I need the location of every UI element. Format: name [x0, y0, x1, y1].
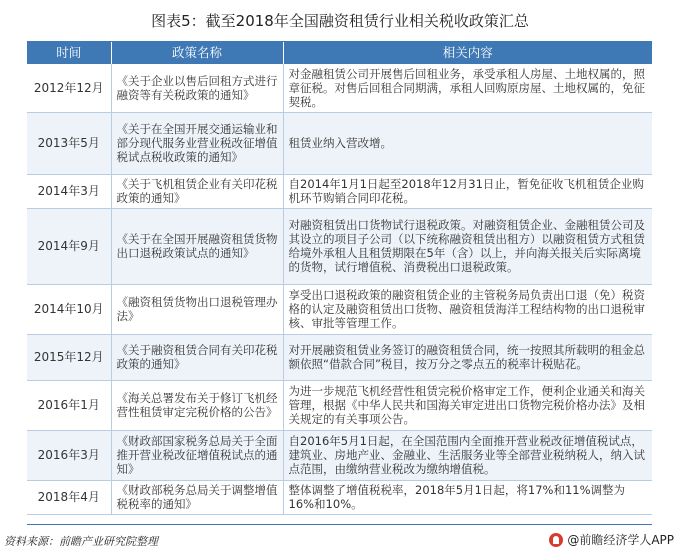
brand-credit [549, 531, 674, 548]
row-time: 2014年9月 [27, 208, 111, 284]
row-policy-name: 《融资租赁货物出口退税管理办法》 [111, 284, 283, 334]
table-row [27, 174, 652, 208]
row-time: 2015年12月 [27, 334, 111, 380]
row-time: 2014年3月 [27, 174, 111, 208]
row-policy-name: 《关于在全国开展交通运输业和部分现代服务业营业税改征增值税试点税收政策的通知》 [111, 112, 283, 174]
row-time: 2014年10月 [27, 284, 111, 334]
header-content: 相关内容 [283, 42, 652, 64]
row-time: 2012年12月 [27, 64, 111, 112]
row-content: 对开展融资租赁业务签订的融资租赁合同，统一按照其所载明的租金总额依照“借款合同”税目，按万分之零点五的税率计税贴花。 [283, 334, 652, 380]
policy-table [27, 42, 652, 515]
row-policy-name: 《关于企业以售后回租方式进行融资等有关税政策的通知》 [111, 64, 283, 112]
row-content: 享受出口退税政策的融资租赁企业的主管税务局负责出口退（免）税资格的认定及融资租赁出口货物、融资租赁海洋工程结构物的出口退税审核、审批等管理工作。 [283, 284, 652, 334]
table-row [27, 208, 652, 284]
page-title: 图表5：截至2018年全国融资租赁行业相关税收政策汇总 [151, 12, 529, 30]
row-time: 2016年1月 [27, 380, 111, 430]
table-row [27, 380, 652, 430]
row-policy-name: 《财政部国家税务总局关于全面推开营业税改征增值税试点的通知》 [111, 430, 283, 480]
table-header-row [27, 42, 652, 64]
brand-label: @前瞻经济学人APP [567, 533, 674, 547]
table-row [27, 430, 652, 480]
row-policy-name: 《关于融资租赁合同有关印花税政策的通知》 [111, 334, 283, 380]
brand-logo-icon [549, 533, 563, 547]
table-row [27, 480, 652, 514]
row-content: 对金融租赁公司开展售后回租业务，承受承租人房屋、土地权属的，照章征税。对售后回租合同期满，承租人回购原房屋、土地权属的，免征契税。 [283, 64, 652, 112]
row-content: 自2014年1月1日起至2018年12月31日止，暂免征收飞机租赁企业购机环节购销合同印花税。 [283, 174, 652, 208]
row-content: 为进一步规范飞机经营性租赁完税价格审定工作，便利企业通关和海关管理，根据《中华人民共和国海关审定进出口货物完税价格办法》及相关规定的有关事项公告。 [283, 380, 652, 430]
table-row [27, 64, 652, 112]
table-row [27, 334, 652, 380]
header-time: 时间 [27, 42, 111, 64]
source-note: 资料来源：前瞻产业研究院整理 [4, 535, 158, 548]
table-row [27, 112, 652, 174]
row-policy-name: 《关于在全国开展融资租赁货物出口退税政策试点的通知》 [111, 208, 283, 284]
row-content: 整体调整了增值税税率，2018年5月1日起，将17%和11%调整为16%和10%。 [283, 480, 652, 514]
row-content: 对融资租赁出口货物试行退税政策。对融资租赁企业、金融租赁公司及其设立的项目子公司（以下统称融资租赁出租方）以融资租赁方式租赁给境外承租人且租赁期限在5年（含）以上，并向海关报关后实际离境的货物，试行增值税、消费税出口退税政策。 [283, 208, 652, 284]
row-policy-name: 《财政部税务总局关于调整增值税税率的通知》 [111, 480, 283, 514]
row-time: 2013年5月 [27, 112, 111, 174]
row-time: 2018年4月 [27, 480, 111, 514]
table-row [27, 284, 652, 334]
row-policy-name: 《海关总署发布关于修订飞机经营性租赁审定完税价格的公告》 [111, 380, 283, 430]
table-bottom-rule [27, 524, 652, 525]
header-policy-name: 政策名称 [111, 42, 283, 64]
row-policy-name: 《关于飞机租赁企业有关印花税政策的通知》 [111, 174, 283, 208]
row-content: 自2016年5月1日起，在全国范围内全面推开营业税改征增值税试点，建筑业、房地产业、金融业、生活服务业等全部营业税纳税人，纳入试点范围，由缴纳营业税改为缴纳增值税。 [283, 430, 652, 480]
row-time: 2016年3月 [27, 430, 111, 480]
row-content: 租赁业纳入营改增。 [283, 112, 652, 174]
